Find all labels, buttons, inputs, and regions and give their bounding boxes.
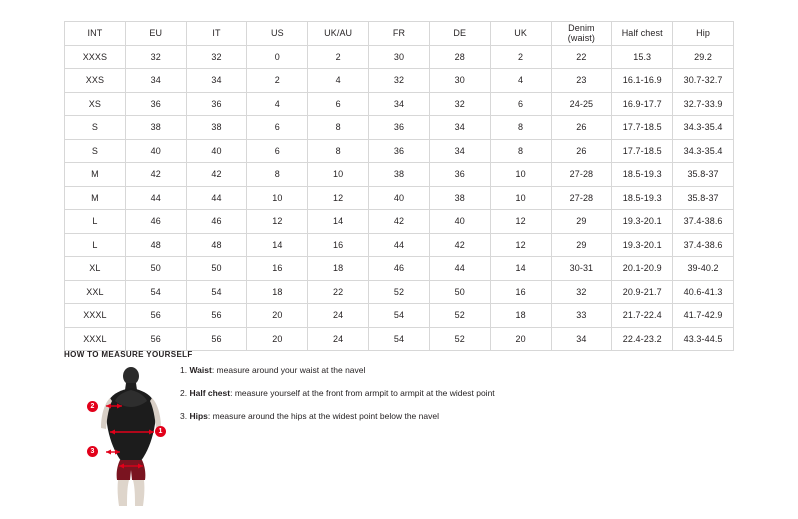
column-header: FR — [369, 22, 430, 46]
table-cell: 54 — [125, 280, 186, 304]
table-cell: 8 — [247, 163, 308, 187]
table-cell: 18 — [247, 280, 308, 304]
table-cell: 56 — [186, 304, 247, 328]
figure-marker-1: 1 — [155, 426, 166, 437]
size-chart-container — [64, 21, 734, 351]
table-cell: 33 — [551, 304, 612, 328]
table-cell: S — [65, 116, 126, 140]
table-cell: 34 — [186, 69, 247, 93]
table-cell: 12 — [490, 210, 551, 234]
table-cell: 18 — [490, 304, 551, 328]
table-cell: 44 — [429, 257, 490, 281]
table-cell: 34.3-35.4 — [673, 139, 734, 163]
table-cell: 36 — [125, 92, 186, 116]
table-row — [65, 186, 734, 210]
table-cell: 34 — [429, 116, 490, 140]
table-cell: 14 — [490, 257, 551, 281]
table-cell: 8 — [490, 139, 551, 163]
how-to-measure-title: HOW TO MEASURE YOURSELF — [64, 350, 193, 359]
table-cell: 40 — [125, 139, 186, 163]
table-cell: 42 — [369, 210, 430, 234]
column-header: UK/AU — [308, 22, 369, 46]
table-cell: 40.6-41.3 — [673, 280, 734, 304]
table-cell: 35.8-37 — [673, 186, 734, 210]
table-cell: 34 — [369, 92, 430, 116]
table-cell: 38 — [186, 116, 247, 140]
table-cell: XXXS — [65, 45, 126, 69]
table-cell: 6 — [308, 92, 369, 116]
table-cell: L — [65, 233, 126, 257]
table-row — [65, 304, 734, 328]
table-cell: 12 — [308, 186, 369, 210]
table-cell: 20 — [247, 304, 308, 328]
table-body — [65, 45, 734, 351]
table-cell: 26 — [551, 139, 612, 163]
column-header: IT — [186, 22, 247, 46]
instruction-text: : measure around your waist at the navel — [211, 365, 366, 375]
table-cell: 30-31 — [551, 257, 612, 281]
table-cell: 26 — [551, 116, 612, 140]
table-cell: 24 — [308, 327, 369, 351]
table-cell: 56 — [125, 304, 186, 328]
table-cell: 15.3 — [612, 45, 673, 69]
measurement-figure — [86, 366, 176, 506]
table-cell: XL — [65, 257, 126, 281]
table-cell: 22.4-23.2 — [612, 327, 673, 351]
table-cell: 56 — [186, 327, 247, 351]
table-cell: 39-40.2 — [673, 257, 734, 281]
table-cell: 32 — [551, 280, 612, 304]
table-cell: 52 — [429, 327, 490, 351]
table-cell: 16 — [490, 280, 551, 304]
table-cell: 14 — [308, 210, 369, 234]
table-cell: 6 — [247, 116, 308, 140]
table-cell: 16 — [308, 233, 369, 257]
table-cell: 36 — [186, 92, 247, 116]
table-cell: 18.5-19.3 — [612, 163, 673, 187]
table-cell: 44 — [186, 186, 247, 210]
column-header: Half chest — [612, 22, 673, 46]
table-cell: 12 — [247, 210, 308, 234]
table-row — [65, 210, 734, 234]
table-cell: 10 — [490, 186, 551, 210]
table-cell: XXL — [65, 280, 126, 304]
table-cell: 6 — [247, 139, 308, 163]
table-cell: 30 — [369, 45, 430, 69]
table-cell: 30.7-32.7 — [673, 69, 734, 93]
table-cell: 8 — [308, 116, 369, 140]
table-row — [65, 69, 734, 93]
instruction-number: 1. — [180, 365, 188, 375]
table-cell: XXXL — [65, 327, 126, 351]
table-cell: 20 — [247, 327, 308, 351]
table-cell: 46 — [125, 210, 186, 234]
instruction-term: Hips — [189, 411, 208, 421]
table-cell: 24 — [308, 304, 369, 328]
table-cell: 4 — [490, 69, 551, 93]
table-cell: 52 — [369, 280, 430, 304]
table-cell: 8 — [490, 116, 551, 140]
table-cell: 23 — [551, 69, 612, 93]
table-cell: 40 — [186, 139, 247, 163]
measure-instruction — [180, 411, 600, 422]
table-header-row — [65, 22, 734, 46]
table-cell: 29.2 — [673, 45, 734, 69]
column-header: Denim (waist) — [551, 22, 612, 46]
table-cell: 34 — [551, 327, 612, 351]
table-cell: 44 — [369, 233, 430, 257]
table-cell: 36 — [369, 139, 430, 163]
how-to-measure-list — [180, 365, 600, 434]
table-cell: 19.3-20.1 — [612, 210, 673, 234]
table-cell: 8 — [308, 139, 369, 163]
table-row — [65, 257, 734, 281]
table-cell: 48 — [125, 233, 186, 257]
table-header — [65, 22, 734, 46]
table-cell: XXXL — [65, 304, 126, 328]
table-cell: XXS — [65, 69, 126, 93]
table-cell: 34.3-35.4 — [673, 116, 734, 140]
instruction-text: : measure yourself at the front from armpit to armpit at the widest point — [230, 388, 495, 398]
instruction-number: 2. — [180, 388, 188, 398]
table-row — [65, 92, 734, 116]
table-cell: 17.7-18.5 — [612, 139, 673, 163]
table-cell: 21.7-22.4 — [612, 304, 673, 328]
table-cell: 37.4-38.6 — [673, 233, 734, 257]
table-cell: 38 — [429, 186, 490, 210]
table-cell: 27-28 — [551, 186, 612, 210]
table-cell: 24-25 — [551, 92, 612, 116]
column-header: UK — [490, 22, 551, 46]
table-cell: 17.7-18.5 — [612, 116, 673, 140]
figure-marker-2: 2 — [87, 401, 98, 412]
column-header: Hip — [673, 22, 734, 46]
table-cell: 38 — [369, 163, 430, 187]
table-cell: 32 — [369, 69, 430, 93]
table-cell: 46 — [369, 257, 430, 281]
measure-instruction — [180, 365, 600, 376]
table-cell: 40 — [429, 210, 490, 234]
instruction-term: Waist — [189, 365, 212, 375]
table-cell: 29 — [551, 233, 612, 257]
table-cell: 2 — [247, 69, 308, 93]
table-cell: 20.9-21.7 — [612, 280, 673, 304]
table-cell: 22 — [308, 280, 369, 304]
table-cell: 50 — [186, 257, 247, 281]
table-cell: 29 — [551, 210, 612, 234]
column-header: DE — [429, 22, 490, 46]
table-cell: M — [65, 186, 126, 210]
column-header: INT — [65, 22, 126, 46]
table-cell: 16.9-17.7 — [612, 92, 673, 116]
figure-marker-3: 3 — [87, 446, 98, 457]
table-cell: XS — [65, 92, 126, 116]
table-cell: 50 — [429, 280, 490, 304]
table-cell: S — [65, 139, 126, 163]
table-cell: 4 — [247, 92, 308, 116]
table-cell: 54 — [369, 327, 430, 351]
table-cell: 36 — [429, 163, 490, 187]
instruction-number: 3. — [180, 411, 188, 421]
table-row — [65, 139, 734, 163]
table-cell: 34 — [125, 69, 186, 93]
table-cell: 44 — [125, 186, 186, 210]
table-cell: 2 — [308, 45, 369, 69]
table-cell: 10 — [247, 186, 308, 210]
table-cell: 54 — [186, 280, 247, 304]
table-cell: 46 — [186, 210, 247, 234]
table-cell: 18 — [308, 257, 369, 281]
table-cell: 35.8-37 — [673, 163, 734, 187]
instruction-term: Half chest — [189, 388, 231, 398]
table-row — [65, 327, 734, 351]
table-cell: 10 — [490, 163, 551, 187]
table-cell: 32 — [125, 45, 186, 69]
table-row — [65, 233, 734, 257]
table-cell: 40 — [369, 186, 430, 210]
table-cell: 36 — [369, 116, 430, 140]
instruction-text: : measure around the hips at the widest point below the navel — [207, 411, 439, 421]
table-cell: 19.3-20.1 — [612, 233, 673, 257]
table-cell: 32 — [186, 45, 247, 69]
table-cell: 42 — [429, 233, 490, 257]
table-cell: 16.1-16.9 — [612, 69, 673, 93]
measure-instruction — [180, 388, 600, 399]
table-cell: 10 — [308, 163, 369, 187]
column-header: US — [247, 22, 308, 46]
table-cell: 52 — [429, 304, 490, 328]
table-cell: 48 — [186, 233, 247, 257]
table-row — [65, 45, 734, 69]
table-cell: 32.7-33.9 — [673, 92, 734, 116]
column-header: EU — [125, 22, 186, 46]
table-cell: 12 — [490, 233, 551, 257]
table-cell: 37.4-38.6 — [673, 210, 734, 234]
table-row — [65, 116, 734, 140]
table-cell: 54 — [369, 304, 430, 328]
table-cell: M — [65, 163, 126, 187]
table-cell: 0 — [247, 45, 308, 69]
table-cell: 32 — [429, 92, 490, 116]
table-cell: 20 — [490, 327, 551, 351]
table-row — [65, 280, 734, 304]
table-cell: 18.5-19.3 — [612, 186, 673, 210]
size-chart-table — [64, 21, 734, 351]
table-row — [65, 163, 734, 187]
table-cell: 34 — [429, 139, 490, 163]
table-cell: 41.7-42.9 — [673, 304, 734, 328]
table-cell: 22 — [551, 45, 612, 69]
table-cell: 56 — [125, 327, 186, 351]
table-cell: 28 — [429, 45, 490, 69]
table-cell: 16 — [247, 257, 308, 281]
table-cell: 43.3-44.5 — [673, 327, 734, 351]
table-cell: 42 — [125, 163, 186, 187]
table-cell: 27-28 — [551, 163, 612, 187]
table-cell: 14 — [247, 233, 308, 257]
table-cell: 38 — [125, 116, 186, 140]
table-cell: 4 — [308, 69, 369, 93]
table-cell: 2 — [490, 45, 551, 69]
table-cell: 42 — [186, 163, 247, 187]
table-cell: 30 — [429, 69, 490, 93]
table-cell: 20.1-20.9 — [612, 257, 673, 281]
table-cell: 6 — [490, 92, 551, 116]
table-cell: 50 — [125, 257, 186, 281]
table-cell: L — [65, 210, 126, 234]
